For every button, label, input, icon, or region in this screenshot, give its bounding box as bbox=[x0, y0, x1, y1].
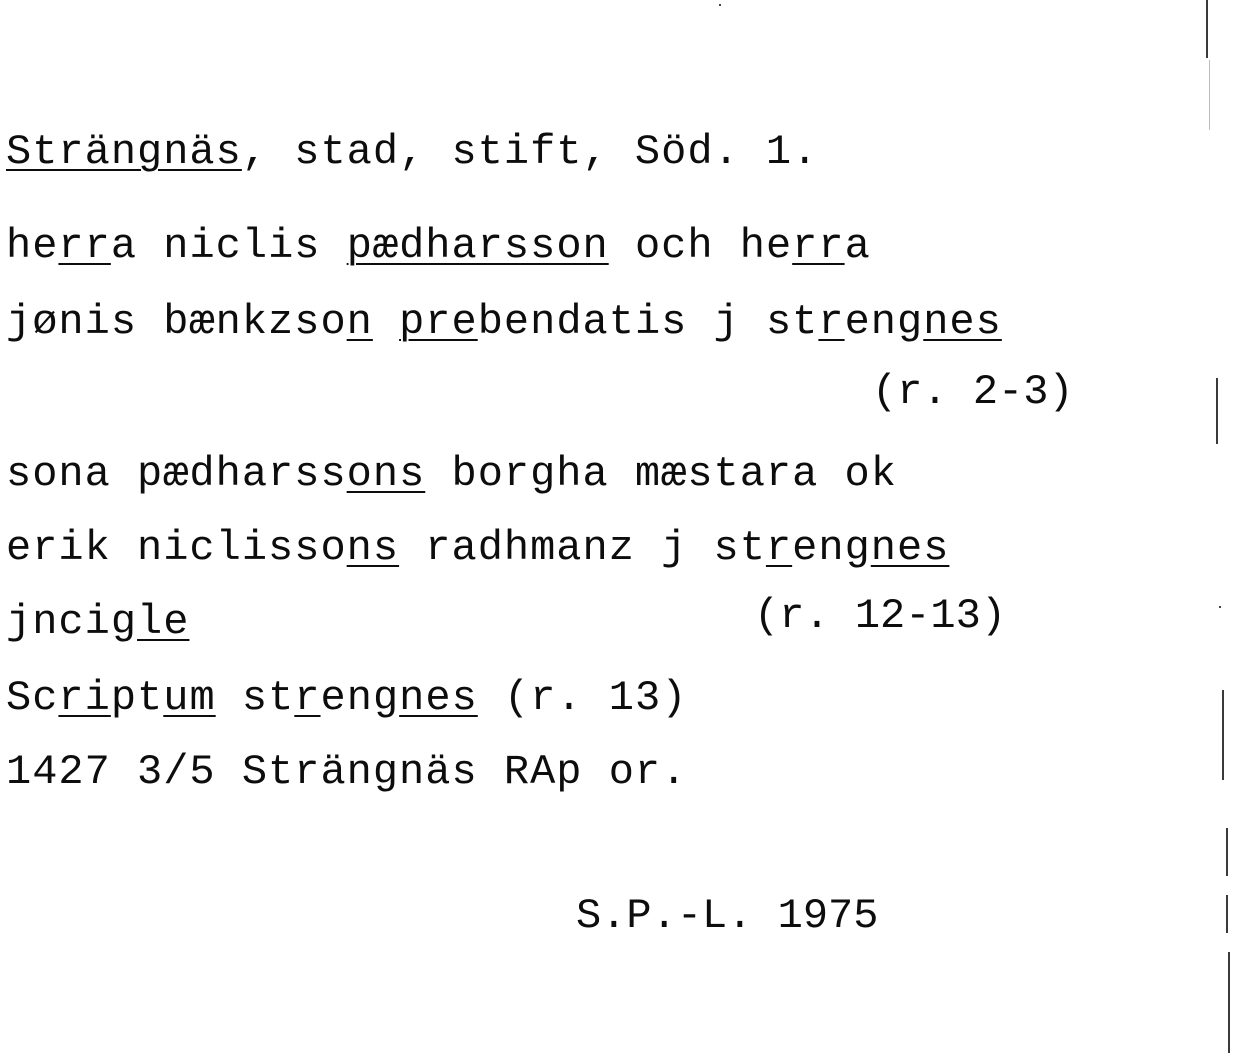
underlined-segment: rr bbox=[792, 222, 845, 270]
text-segment: he bbox=[6, 222, 59, 270]
text-segment: jønis bænkzso bbox=[6, 298, 347, 346]
text-segment: (r. 13) bbox=[477, 674, 688, 722]
scan-edge-mark bbox=[1228, 952, 1230, 1053]
text-line-2 bbox=[6, 222, 871, 270]
underlined-segment: nes bbox=[923, 298, 1002, 346]
text-segment: eng bbox=[844, 298, 924, 346]
underlined-segment: n bbox=[346, 298, 373, 346]
underlined-segment: ri bbox=[58, 674, 111, 722]
text-line-5 bbox=[6, 450, 897, 498]
underlined-segment: ns bbox=[346, 524, 400, 572]
text-segment: radhmanz j st bbox=[399, 524, 766, 572]
scan-edge-mark bbox=[1209, 60, 1210, 130]
underlined-segment: le bbox=[137, 598, 190, 646]
underlined-segment: r bbox=[818, 298, 845, 346]
text-segment: Sc bbox=[6, 674, 59, 722]
text-line-9: 1427 3/5 Strängnäs RAp or. bbox=[6, 748, 688, 796]
text-segment: jncig bbox=[6, 598, 138, 646]
heading-place: Strängnäs bbox=[6, 128, 242, 176]
underlined-segment: r bbox=[294, 674, 321, 722]
underlined-segment: pre bbox=[399, 298, 478, 346]
reference-r-2-3: (r. 2-3) bbox=[872, 368, 1074, 416]
text-segment: a niclis bbox=[110, 222, 347, 270]
text-segment: a bbox=[844, 222, 871, 270]
text-line-7 bbox=[6, 598, 189, 646]
underlined-segment: r bbox=[765, 524, 793, 572]
underlined-segment: um bbox=[163, 674, 216, 722]
text-line-3 bbox=[6, 298, 1002, 346]
signature-line: S.P.-L. 1975 bbox=[576, 892, 879, 940]
text-line-8 bbox=[6, 674, 687, 722]
underlined-segment: ons bbox=[346, 450, 426, 498]
text-segment: sona pædharss bbox=[6, 450, 347, 498]
text-segment: erik niclisso bbox=[6, 524, 347, 572]
text-segment: st bbox=[215, 674, 295, 722]
scan-edge-mark bbox=[1206, 0, 1208, 58]
text-segment bbox=[373, 298, 399, 346]
scan-edge-mark bbox=[1226, 895, 1228, 933]
text-segment: och he bbox=[608, 222, 793, 270]
scan-edge-mark bbox=[1226, 828, 1228, 876]
card-heading bbox=[6, 128, 818, 176]
scan-speck bbox=[1219, 606, 1221, 608]
scan-speck bbox=[719, 4, 721, 6]
text-segment: pt bbox=[110, 674, 164, 722]
text-segment: borgha mæstara ok bbox=[425, 450, 897, 498]
text-segment: eng bbox=[320, 674, 400, 722]
underlined-segment: nes bbox=[870, 524, 950, 572]
scan-edge-mark bbox=[1216, 378, 1218, 444]
text-segment: eng bbox=[792, 524, 871, 572]
scan-edge-mark bbox=[1222, 690, 1224, 780]
underlined-segment: nes bbox=[399, 674, 478, 722]
heading-rest: , stad, stift, Söd. 1. bbox=[241, 128, 819, 176]
underlined-segment: pædharsson bbox=[346, 222, 609, 270]
text-line-6 bbox=[6, 524, 949, 572]
reference-r-12-13: (r. 12-13) bbox=[754, 592, 1007, 640]
text-segment: bendatis j st bbox=[477, 298, 819, 346]
underlined-segment: rr bbox=[58, 222, 111, 270]
